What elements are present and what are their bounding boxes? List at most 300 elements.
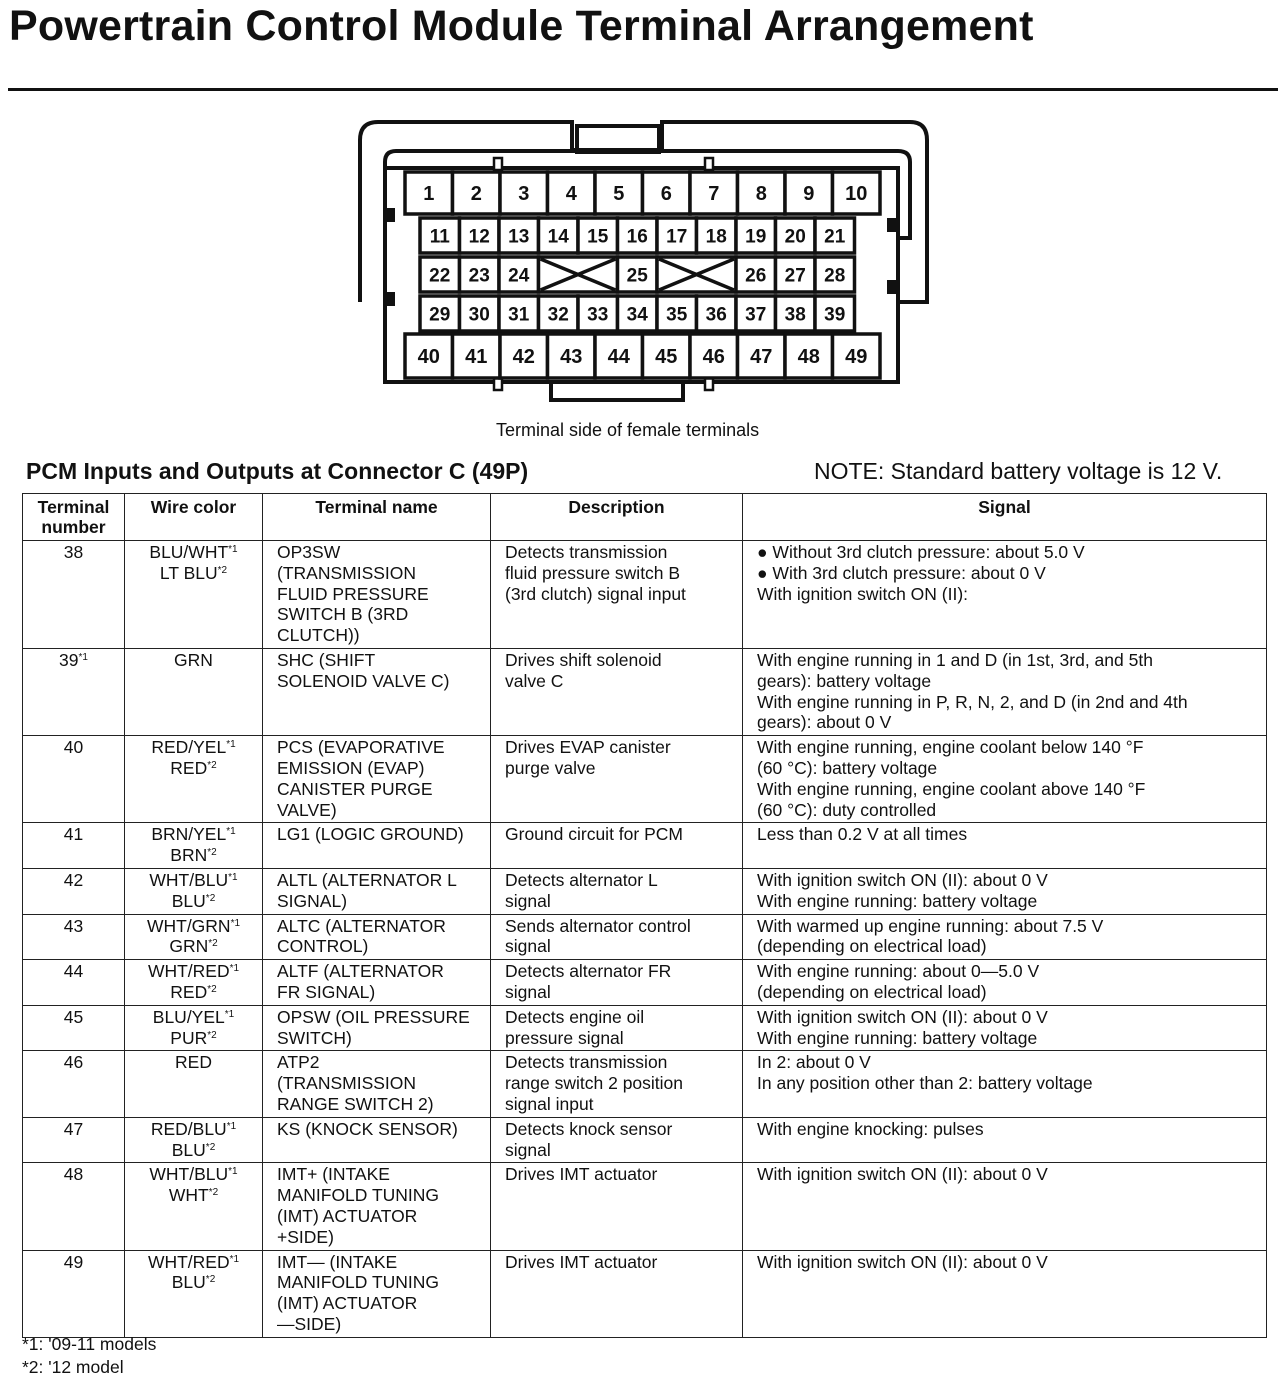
- signal-line: (60 °C): duty controlled: [757, 799, 937, 820]
- footnote-marker: *1: [224, 1008, 235, 1020]
- terminal-label: 14: [547, 226, 569, 248]
- table-row: [23, 1005, 1267, 1051]
- wire-color: WHT/BLU: [149, 869, 229, 890]
- terminal-number: 48: [63, 1164, 84, 1185]
- signal-cell: [743, 1250, 1267, 1337]
- title-divider: [8, 88, 1278, 91]
- description-line: signal: [505, 890, 551, 911]
- terminal-number: 46: [63, 1052, 84, 1073]
- footnote-marker: *1: [229, 963, 240, 975]
- signal-line: In 2: about 0 V: [757, 1052, 871, 1073]
- terminal-name-line: —SIDE): [277, 1313, 342, 1334]
- terminal-name-line: SWITCH): [277, 1027, 352, 1048]
- footnote-2: *2: '12 model: [22, 1357, 124, 1377]
- description-line: Drives IMT actuator: [505, 1164, 658, 1185]
- terminal-label: 49: [845, 346, 868, 368]
- signal-line: (60 °C): battery voltage: [757, 757, 938, 778]
- terminal-name-line: +SIDE): [277, 1226, 334, 1247]
- section-title: PCM Inputs and Outputs at Connector C (49P): [26, 458, 529, 484]
- terminal-label: 26: [745, 265, 767, 287]
- signal-cell: [743, 914, 1267, 960]
- terminal-name-line: EMISSION (EVAP): [277, 757, 425, 778]
- terminal-number-cell: [23, 960, 125, 1006]
- connector-rib: [494, 158, 502, 170]
- wire-color-line: [129, 1140, 258, 1161]
- terminal-label: 36: [705, 304, 727, 326]
- description-line: Detects transmission: [505, 1052, 668, 1073]
- connector-bottom-key: [551, 382, 683, 400]
- terminal-name-line: CANISTER PURGE: [277, 778, 433, 799]
- description-line: fluid pressure switch B: [505, 562, 681, 583]
- connector-diagram: [0, 100, 1286, 420]
- connector-rib: [705, 158, 713, 170]
- description-cell: [491, 868, 743, 914]
- signal-cell: [743, 1005, 1267, 1051]
- terminal-label: 4: [565, 183, 577, 205]
- terminal-name-line: (IMT) ACTUATOR: [277, 1205, 418, 1226]
- page-title: Powertrain Control Module Terminal Arrangement: [9, 2, 1034, 50]
- signal-line: With engine knocking: pulses: [757, 1118, 984, 1139]
- wire-color-line: [129, 563, 258, 584]
- footnote-marker: *2: [205, 1274, 216, 1286]
- terminal-label: 11: [429, 226, 450, 248]
- terminal-label: 20: [784, 226, 806, 248]
- terminal-name-line: FR SIGNAL): [277, 981, 376, 1002]
- wire-color: WHT/RED: [147, 1251, 230, 1272]
- signal-line: With ignition switch ON (II): about 0 V: [757, 1251, 1048, 1272]
- terminal-name-line: OP3SW: [277, 542, 341, 562]
- table-row: [23, 914, 1267, 960]
- wire-color: WHT/GRN: [146, 915, 231, 936]
- description-line: Ground circuit for PCM: [505, 824, 683, 845]
- signal-line: With engine running, engine coolant above 140 °F: [757, 778, 1146, 799]
- description-line: Detects transmission: [505, 542, 668, 562]
- table-row: [23, 868, 1267, 914]
- signal-line: gears): battery voltage: [757, 670, 932, 691]
- connector-rib: [705, 378, 713, 390]
- footnote-marker: *2: [207, 847, 217, 859]
- signal-line: gears): about 0 V: [757, 712, 892, 733]
- terminal-name-line: FLUID PRESSURE: [277, 583, 429, 604]
- wire-color: RED: [170, 757, 208, 778]
- wire-color-cell: [125, 1250, 263, 1337]
- terminal-label: 23: [468, 265, 490, 287]
- terminal-label: 32: [547, 304, 569, 326]
- signal-line: Less than 0.2 V at all times: [757, 824, 968, 845]
- description-line: Sends alternator control: [505, 915, 691, 936]
- header-description: Description: [491, 494, 743, 541]
- terminal-name-cell: [263, 960, 491, 1006]
- terminal-name-line: (TRANSMISSION: [277, 562, 417, 583]
- signal-line: (depending on electrical load): [757, 936, 987, 957]
- terminal-number: 43: [63, 915, 84, 936]
- terminal-number: 42: [63, 869, 84, 890]
- table-header-row: [23, 494, 1267, 541]
- connector-lock-tab: [385, 292, 395, 306]
- wire-color-line: [129, 650, 258, 671]
- terminal-label: 33: [587, 304, 609, 326]
- terminal-label: 13: [508, 226, 530, 248]
- terminal-label: 6: [660, 183, 672, 205]
- signal-cell: [743, 1163, 1267, 1250]
- terminal-label: 25: [626, 265, 648, 287]
- signal-line: With engine running in 1 and D (in 1st, 3rd, and 5th: [757, 649, 1153, 670]
- description-line: (3rd clutch) signal input: [505, 583, 686, 604]
- description-line: signal: [505, 1139, 551, 1160]
- description-cell: [491, 914, 743, 960]
- signal-line: With engine running in P, R, N, 2, and D (in 2nd and 4th: [757, 691, 1188, 712]
- terminal-name-cell: [263, 914, 491, 960]
- terminal-label: 44: [607, 346, 630, 368]
- description-cell: [491, 1117, 743, 1163]
- connector-rib: [494, 378, 502, 390]
- terminal-name-cell: [263, 868, 491, 914]
- terminal-name-line: OPSW (OIL PRESSURE: [277, 1006, 470, 1027]
- signal-cell: [743, 541, 1267, 649]
- signal-line: ● Without 3rd clutch pressure: about 5.0 V: [757, 542, 1085, 562]
- description-line: Drives shift solenoid: [505, 649, 662, 670]
- table-row: [23, 648, 1267, 735]
- terminal-name-line: IMT+ (INTAKE: [277, 1164, 390, 1185]
- terminal-name-line: CONTROL): [277, 936, 369, 957]
- terminal-number-cell: [23, 541, 125, 649]
- terminal-label: 17: [666, 226, 688, 248]
- wire-color-line: [129, 870, 258, 891]
- footnote-marker: *2: [217, 564, 228, 576]
- terminal-number: 41: [63, 824, 84, 845]
- wire-color-line: [129, 1252, 258, 1273]
- terminal-number-cell: [23, 1163, 125, 1250]
- terminal-name-cell: [263, 541, 491, 649]
- wire-color-line: [129, 1028, 258, 1049]
- wire-color: LT BLU: [159, 562, 218, 583]
- terminal-label: 15: [587, 226, 609, 248]
- terminal-number-cell: [23, 1051, 125, 1117]
- terminal-label: 19: [745, 226, 767, 248]
- footnote-marker: *1: [78, 651, 88, 663]
- terminal-number: 39: [59, 649, 79, 670]
- terminal-label: 18: [705, 226, 727, 248]
- wire-color: BLU: [171, 1139, 206, 1160]
- description-line: purge valve: [505, 757, 596, 778]
- terminal-name-line: MANIFOLD TUNING: [277, 1272, 440, 1293]
- wire-color-line: [129, 1272, 258, 1293]
- terminal-number: 45: [63, 1006, 84, 1027]
- signal-cell: [743, 868, 1267, 914]
- footnote-1: *1: '09-11 models: [22, 1334, 157, 1354]
- terminal-name-line: SIGNAL): [277, 890, 348, 911]
- footnote-marker: *2: [207, 759, 217, 771]
- terminal-name-line: PCS (EVAPORATIVE: [277, 737, 445, 758]
- wire-color-line: [129, 961, 258, 982]
- terminal-number: 47: [63, 1118, 84, 1139]
- table-row: [23, 1051, 1267, 1117]
- terminal-label: 27: [784, 265, 806, 287]
- wire-color: WHT/BLU: [149, 1164, 229, 1185]
- terminal-label: 12: [468, 226, 490, 248]
- terminal-number-cell: [23, 736, 125, 823]
- wire-color-cell: [125, 914, 263, 960]
- footnote-marker: *1: [226, 1120, 237, 1132]
- description-line: Detects engine oil: [505, 1006, 645, 1027]
- signal-line: ● With 3rd clutch pressure: about 0 V: [757, 562, 1046, 583]
- footnote-marker: *2: [207, 1029, 217, 1041]
- wire-color-cell: [125, 960, 263, 1006]
- wire-color: BLU: [171, 1272, 206, 1293]
- terminal-number: 44: [63, 961, 84, 982]
- wire-color: GRN: [174, 649, 213, 670]
- terminal-label: 2: [470, 183, 482, 205]
- wire-color: PUR: [170, 1027, 208, 1048]
- signal-cell: [743, 648, 1267, 735]
- wire-color-line: [129, 1007, 258, 1028]
- terminal-table: [22, 493, 1267, 1338]
- wire-color: BLU: [171, 890, 206, 911]
- terminal-name-cell: [263, 736, 491, 823]
- connector-caption: Terminal side of female terminals: [496, 420, 760, 440]
- terminal-label: 8: [755, 183, 767, 205]
- description-cell: [491, 648, 743, 735]
- wire-color-cell: [125, 541, 263, 649]
- terminal-name-line: ALTL (ALTERNATOR L: [277, 869, 457, 890]
- signal-line: In any position other than 2: battery voltage: [757, 1073, 1093, 1094]
- terminal-name-line: (IMT) ACTUATOR: [277, 1293, 418, 1314]
- footnote-marker: *1: [229, 1253, 240, 1265]
- description-line: signal input: [505, 1093, 594, 1114]
- header-wire-color: Wire color: [125, 494, 263, 541]
- signal-cell: [743, 736, 1267, 823]
- header-terminal-number: Terminal number: [23, 494, 125, 541]
- terminal-name-cell: [263, 1250, 491, 1337]
- terminal-label: 37: [745, 304, 767, 326]
- terminal-name-cell: [263, 1117, 491, 1163]
- description-cell: [491, 1163, 743, 1250]
- wire-color-line: [129, 982, 258, 1003]
- terminal-label: 48: [797, 346, 820, 368]
- table-row: [23, 960, 1267, 1006]
- terminal-label: 46: [702, 346, 725, 368]
- description-cell: [491, 823, 743, 869]
- description-cell: [491, 960, 743, 1006]
- terminal-label: 43: [560, 346, 583, 368]
- terminal-name-line: KS (KNOCK SENSOR): [277, 1118, 458, 1139]
- wire-color-line: [129, 916, 258, 937]
- terminal-name-line: VALVE): [277, 799, 337, 820]
- description-line: pressure signal: [505, 1027, 624, 1048]
- description-cell: [491, 1250, 743, 1337]
- wire-color-cell: [125, 823, 263, 869]
- wire-color-cell: [125, 1163, 263, 1250]
- wire-color-line: [129, 824, 258, 845]
- footnote-marker: *1: [230, 917, 241, 929]
- signal-line: With ignition switch ON (II):: [757, 583, 969, 604]
- terminal-label: 45: [655, 346, 678, 368]
- terminal-number-cell: [23, 868, 125, 914]
- description-line: Detects alternator L: [505, 869, 658, 890]
- terminal-number-cell: [23, 914, 125, 960]
- description-cell: [491, 541, 743, 649]
- terminal-number: 40: [63, 737, 84, 758]
- wire-color: RED/YEL: [151, 737, 227, 758]
- terminal-label: 9: [803, 183, 815, 205]
- description-cell: [491, 736, 743, 823]
- description-line: signal: [505, 936, 551, 957]
- terminal-label: 16: [626, 226, 648, 248]
- table-row: [23, 541, 1267, 649]
- terminal-name-line: CLUTCH)): [277, 625, 360, 646]
- signal-line: With ignition switch ON (II): about 0 V: [757, 869, 1048, 890]
- header-signal: Signal: [743, 494, 1267, 541]
- footnote-marker: *2: [205, 1141, 216, 1153]
- terminal-label: 42: [512, 346, 535, 368]
- signal-cell: [743, 1051, 1267, 1117]
- terminal-label: 28: [824, 265, 846, 287]
- footnote-marker: *2: [208, 1187, 219, 1199]
- terminal-label: 21: [824, 226, 846, 248]
- footnote-marker: *1: [228, 1166, 238, 1178]
- terminal-name-line: SHC (SHIFT: [277, 649, 376, 670]
- wire-color-cell: [125, 868, 263, 914]
- terminal-label: 30: [468, 304, 490, 326]
- terminal-label: 3: [518, 183, 530, 205]
- wire-color-line: [129, 542, 258, 563]
- table-row: [23, 1163, 1267, 1250]
- terminal-label: 5: [613, 183, 625, 205]
- voltage-note: NOTE: Standard battery voltage is 12 V.: [814, 458, 1223, 484]
- header-terminal-name: Terminal name: [263, 494, 491, 541]
- terminal-number-cell: [23, 1117, 125, 1163]
- table-row: [23, 1117, 1267, 1163]
- terminal-name-cell: [263, 823, 491, 869]
- terminal-name-line: RANGE SWITCH 2): [277, 1093, 434, 1114]
- signal-line: With engine running: about 0—5.0 V: [757, 961, 1040, 982]
- wire-color-cell: [125, 736, 263, 823]
- wire-color: BLU/YEL: [152, 1006, 225, 1027]
- wire-color-line: [129, 1052, 258, 1073]
- terminal-label: 24: [508, 265, 530, 287]
- table-row: [23, 1250, 1267, 1337]
- terminal-name-cell: [263, 1005, 491, 1051]
- description-line: Drives EVAP canister: [505, 737, 671, 758]
- terminal-label: 35: [666, 304, 688, 326]
- terminal-name-line: LG1 (LOGIC GROUND): [277, 824, 464, 845]
- terminal-number-cell: [23, 823, 125, 869]
- wire-color: BRN: [170, 845, 208, 866]
- terminal-label: 40: [417, 346, 440, 368]
- wire-color-line: [129, 758, 258, 779]
- signal-cell: [743, 1117, 1267, 1163]
- wire-color-line: [129, 891, 258, 912]
- signal-cell: [743, 823, 1267, 869]
- terminal-name-line: IMT— (INTAKE: [277, 1251, 398, 1272]
- wire-color: BLU/WHT: [149, 542, 229, 562]
- wire-color-cell: [125, 1005, 263, 1051]
- footnote-marker: *1: [228, 544, 238, 555]
- description-line: Drives IMT actuator: [505, 1251, 658, 1272]
- table-row: [23, 736, 1267, 823]
- signal-line: (depending on electrical load): [757, 981, 987, 1002]
- wire-color: WHT/RED: [147, 961, 230, 982]
- connector-lock-tab: [887, 280, 897, 294]
- signal-line: With warmed up engine running: about 7.5 V: [757, 915, 1104, 936]
- footnote-marker: *1: [228, 871, 238, 883]
- description-line: Detects alternator FR: [505, 961, 672, 982]
- footnote-marker: *2: [207, 983, 217, 995]
- wire-color-cell: [125, 648, 263, 735]
- description-line: signal: [505, 981, 551, 1002]
- terminal-label: 22: [429, 265, 451, 287]
- terminal-name-cell: [263, 1051, 491, 1117]
- signal-line: With engine running: battery voltage: [757, 1027, 1038, 1048]
- footnote-marker: *2: [205, 892, 216, 904]
- footnote-marker: *1: [226, 739, 236, 751]
- wire-color: RED/BLU: [150, 1118, 227, 1139]
- wire-color: RED: [170, 981, 208, 1002]
- terminal-label: 10: [845, 183, 868, 205]
- wire-color-line: [129, 936, 258, 957]
- terminal-label: 1: [423, 183, 435, 205]
- connector-lock-tab: [887, 218, 897, 232]
- wire-color-line: [129, 845, 258, 866]
- terminal-number-cell: [23, 1250, 125, 1337]
- table-row: [23, 823, 1267, 869]
- description-cell: [491, 1005, 743, 1051]
- terminal-label: 39: [824, 304, 846, 326]
- terminal-name-cell: [263, 648, 491, 735]
- terminal-label: 29: [429, 304, 451, 326]
- signal-line: With engine running: battery voltage: [757, 890, 1038, 911]
- wire-color-line: [129, 1119, 258, 1140]
- wire-color-cell: [125, 1051, 263, 1117]
- terminal-label: 34: [626, 304, 648, 326]
- terminal-label: 47: [750, 346, 773, 368]
- description-line: Detects knock sensor: [505, 1118, 673, 1139]
- terminal-name-line: SWITCH B (3RD: [277, 604, 409, 625]
- terminal-label: 31: [508, 304, 530, 326]
- wire-color: WHT: [168, 1185, 209, 1206]
- signal-line: With ignition switch ON (II): about 0 V: [757, 1164, 1048, 1185]
- terminal-name-line: ATP2: [277, 1052, 320, 1073]
- terminal-label: 38: [784, 304, 806, 326]
- terminal-name-cell: [263, 1163, 491, 1250]
- wire-color-cell: [125, 1117, 263, 1163]
- terminal-name-line: SOLENOID VALVE C): [277, 670, 450, 691]
- terminal-number-cell: [23, 648, 125, 735]
- wire-color-line: [129, 737, 258, 758]
- connector-lock-tab: [385, 208, 395, 222]
- signal-line: With engine running, engine coolant below 140 °F: [757, 737, 1144, 758]
- signal-line: With ignition switch ON (II): about 0 V: [757, 1006, 1048, 1027]
- terminal-label: 41: [465, 346, 488, 368]
- terminal-number: 49: [63, 1251, 84, 1272]
- wire-color-line: [129, 1164, 258, 1185]
- terminal-name-line: ALTF (ALTERNATOR: [277, 961, 444, 982]
- description-line: valve C: [505, 670, 564, 691]
- wire-color-line: [129, 1185, 258, 1206]
- terminal-name-line: MANIFOLD TUNING: [277, 1185, 440, 1206]
- wire-color: GRN: [169, 936, 209, 957]
- footnote-marker: *1: [226, 826, 236, 838]
- terminal-name-line: ALTC (ALTERNATOR: [277, 915, 446, 936]
- description-cell: [491, 1051, 743, 1117]
- wire-color: RED: [175, 1052, 212, 1073]
- signal-cell: [743, 960, 1267, 1006]
- description-line: range switch 2 position: [505, 1073, 684, 1094]
- terminal-number: 38: [63, 542, 84, 562]
- terminal-label: 7: [708, 183, 720, 205]
- terminal-number-cell: [23, 1005, 125, 1051]
- wire-color: BRN/YEL: [151, 824, 227, 845]
